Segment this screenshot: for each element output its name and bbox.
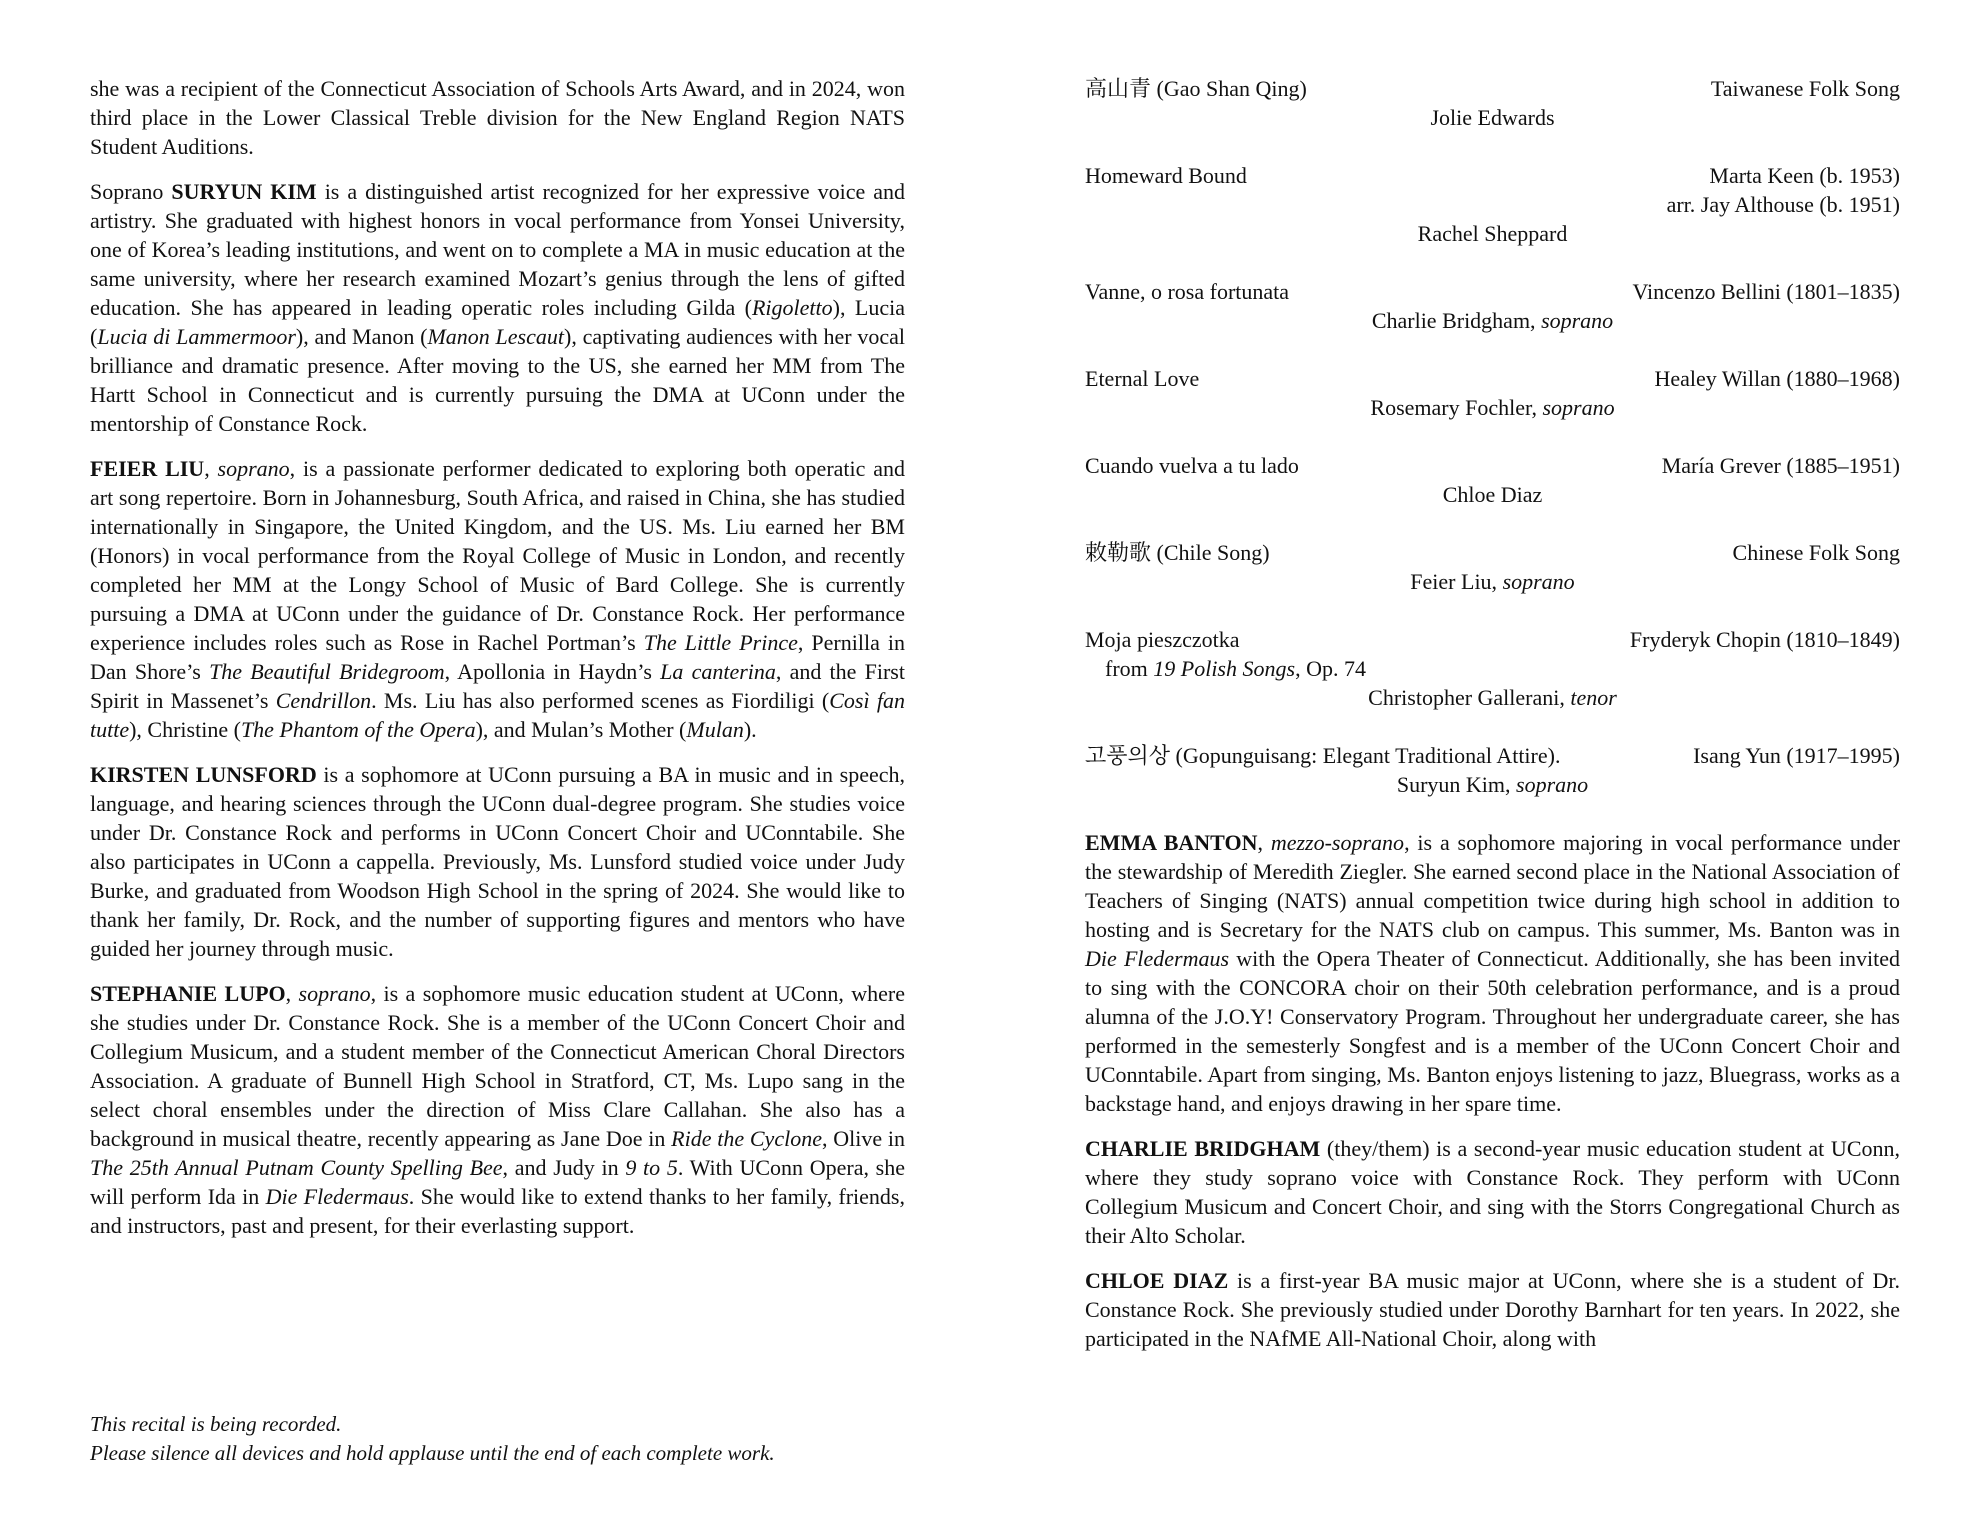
work-title: 9 to 5 [625,1155,678,1180]
bio-text: , is a sophomore majoring in vocal performance under the stewardship of Meredith Ziegler. She earned second place in the National Association of Teachers of Singing (NATS) annual competition twice during high school in addition to hosting and is Secretary for the NATS club on campus. This summer, Ms. Banton was in [1085,830,1901,942]
work-title: The Beautiful Bridegroom [209,659,445,684]
bio-text: , [1257,830,1271,855]
performer [1085,219,1900,248]
bio-text: with the Opera Theater of Connecticut. Additionally, she has been invited to sing with the CONCORA choir on their 50th celebration performance, and is a proud alumna of the J.O.Y! Conservatory Program. Throughout her undergraduate career, she has performed in the semesterly Songfest and is a member of the UConn Concert Choir and UConntabile. Apart from singing, Ms. Banton enjoys listening to jazz, Bluegrass, works as a backstage hand, and enjoys drawing in her spare time. [1085,946,1901,1116]
composer: Healey Willan (1880–1968) [1654,366,1900,391]
performer [1085,567,1900,596]
performer [1085,683,1900,712]
performer-name: Rachel Sheppard [1417,221,1568,246]
bio-text: , is a passionate performer dedicated to exploring both operatic and art song repertoire. Born in Johannesburg, South Africa, and raised in China, she has studied internationally in Singapore, the United Kingdom, and the US. Ms. Liu earned her BM (Honors) in vocal performance from the Royal College of Music in London, and recently completed her MM at the Longy School of Music of Bard College. She is currently pursuing a DMA at UConn under the guidance of Dr. Constance Rock. Her performance experience includes roles such as Rose in Rachel Portman’s [90,456,906,655]
bio-text: , [285,981,299,1006]
work-title: The Phantom of the Opera [240,717,476,742]
performer-name: Charlie Bridgham, [1371,308,1542,333]
repertoire-item [1085,625,1900,712]
bio-text: , and Judy in [502,1155,626,1180]
bio-feier-liu [90,454,905,744]
bio-emma-banton [1085,828,1900,1118]
bio-text: ), Christine ( [129,717,241,742]
bio-chloe-diaz [1085,1266,1900,1353]
bio-text: ), and Manon ( [295,324,428,349]
recording-notice [90,1410,775,1468]
piece-title: Cuando vuelva a tu lado [1085,453,1299,478]
voice-type: soprano [1516,772,1589,797]
bio-text: , Olive in [821,1126,905,1151]
source-work [1085,654,1900,683]
bio-continued: she was a recipient of the Connecticut Association of Schools Arts Award, and in 2024, won third place in the Lower Classical Treble division for the New England Region NATS Student Auditions. [90,76,905,159]
composer: Fryderyk Chopin (1810–1849) [1629,627,1900,652]
performer-name: Chloe Diaz [1442,482,1543,507]
performer-name: EMMA BANTON [1085,830,1258,855]
voice-type: soprano [1541,308,1614,333]
voice-type: soprano [1502,569,1575,594]
performer-name: SURYUN KIM [171,179,317,204]
performer [1085,480,1900,509]
bio-text: . Ms. Liu has also performed scenes as Fiordiligi ( [371,688,830,713]
performer-name: CHARLIE BRIDGHAM [1085,1136,1321,1161]
notice-line: This recital is being recorded. [90,1412,342,1436]
repertoire-item [1085,161,1900,248]
bio-text: . With UConn Opera, she will perform Ida in [90,1155,905,1209]
repertoire-item [1085,741,1900,799]
bio-text: , and the First Spirit in Massenet’s [90,659,905,713]
notice-line: Please silence all devices and hold applause until the end of each complete work. [90,1441,775,1465]
piece-title: Eternal Love [1085,366,1200,391]
repertoire-item [1085,74,1900,132]
performer-name: Suryun Kim, [1396,772,1517,797]
bio-text: ), and Mulan’s Mother ( [475,717,687,742]
bio-text: , [204,456,218,481]
performer-name: Jolie Edwards [1430,105,1555,130]
piece-title: Vanne, o rosa fortunata [1085,279,1290,304]
collection-title: 19 Polish Songs [1153,656,1296,681]
performer-name: Christopher Gallerani, [1368,685,1571,710]
bio-text: , Apollonia in Haydn’s [444,659,661,684]
bio-text: ). [743,717,757,742]
composer: Vincenzo Bellini (1801–1835) [1632,279,1900,304]
performer-name: FEIER LIU [90,456,205,481]
bio-text: ), Lucia ( [90,295,905,349]
work-title: La canterina [660,659,776,684]
repertoire-item [1085,451,1900,509]
piece-title: Homeward Bound [1085,163,1247,188]
performer [1085,770,1900,799]
arranger: arr. Jay Althouse (b. 1951) [1666,192,1900,217]
work-title: The 25th Annual Putnam County Spelling Bee [90,1155,503,1180]
work-title: Cendrillon [275,688,372,713]
voice-type: soprano [1542,395,1615,420]
performer [1085,103,1900,132]
bio-text: , is a sophomore music education student at UConn, where she studies under Dr. Constance Rock. She is a member of the UConn Concert Choir and Collegium Musicum, and a student member of the Connecticut American Choral Directors Association. A graduate of Bunnell High School in Stratford, CT, Ms. Lupo sang in the select choral ensembles under the direction of Miss Clare Callahan. She also has a background in musical theatre, recently appearing as Jane Doe in [90,981,905,1151]
work-title: Rigoletto [751,295,833,320]
performer-name: KIRSTEN LUNSFORD [90,762,317,787]
left-column [90,74,905,1256]
source-lead: from [1105,656,1154,681]
performer-name: Rosemary Fochler, [1370,395,1543,420]
performer-name: CHLOE DIAZ [1085,1268,1229,1293]
opus-number: , Op. 74 [1295,656,1366,681]
voice-type: soprano [217,456,290,481]
bio-text: ), captivating audiences with her vocal brilliance and dramatic presence. After moving to the US, she earned her MM from The Hartt School in Connecticut and is currently pursuing the DMA at UConn under the mentorship of Constance Rock. [90,324,906,436]
bio-stephanie-lupo [90,979,905,1240]
work-title: Così fan tutte [90,688,905,742]
composer: María Grever (1885–1951) [1661,453,1900,478]
bio-text: , Pernilla in Dan Shore’s [90,630,905,684]
work-title: Die Fledermaus [265,1184,409,1209]
work-title: Die Fledermaus [1085,946,1230,971]
performer [1085,306,1900,335]
bio-suryun-kim [90,177,905,438]
repertoire-item [1085,538,1900,596]
bio-text: . She would like to extend thanks to her family, friends, and instructors, past and present, for their everlasting support. [90,1184,905,1238]
piece-title: Moja pieszczotka [1085,627,1240,652]
voice-type: tenor [1570,685,1617,710]
performer-name: Feier Liu, [1410,569,1503,594]
performer-name: STEPHANIE LUPO [90,981,286,1006]
bio-text: is a first-year BA music major at UConn, where she is a student of Dr. Constance Rock. She previously studied under Dorothy Barnhart for ten years. In 2022, she participated in the NAfME All-National Choir, along with [1085,1268,1900,1351]
repertoire-item [1085,364,1900,422]
voice-type: soprano [298,981,371,1006]
performer [1085,393,1900,422]
work-title: The Little Prince [643,630,798,655]
composer: Chinese Folk Song [1732,540,1900,565]
composer: Isang Yun (1917–1995) [1693,743,1900,768]
composer: Taiwanese Folk Song [1710,76,1900,101]
right-column [1085,74,1900,1369]
bio-charlie-bridgham [1085,1134,1900,1250]
work-title: Ride the Cyclone [671,1126,822,1151]
piece-title: 敕勒歌 (Chile Song) [1085,540,1270,565]
bio-text: is a distinguished artist recognized for her expressive voice and artistry. She graduated with highest honors in vocal performance from Yonsei University, one of Korea’s leading institutions, and went on to complete a MA in music education at the same university, where her research examined Mozart’s genius through the lens of gifted education. She has appeared in leading operatic roles including Gilda ( [90,179,905,320]
voice-type: mezzo-soprano [1270,830,1405,855]
bio-text: Soprano [90,179,172,204]
bios-right [1085,828,1900,1353]
bio-text: is a sophomore at UConn pursuing a BA in music and in speech, language, and hearing sciences through the UConn dual-degree program. She studies voice under Dr. Constance Rock and performs in UConn Concert Choir and UConntabile. She also participates in UConn a cappella. Previously, Ms. Lunsford studied voice under Judy Burke, and graduated from Woodson High School in the spring of 2024. She would like to thank her family, Dr. Rock, and the number of supporting figures and mentors who have guided her journey through music. [90,762,906,961]
repertoire-item [1085,277,1900,335]
piece-title: 고풍의상 (Gopunguisang: Elegant Traditional Attire). [1085,743,1561,768]
bio-kirsten-lunsford [90,760,905,963]
bio-text: (they/them) is a second-year music education student at UConn, where they study soprano voice with Constance Rock. They perform with UConn Collegium Musicum and Concert Choir, and sing with the Storrs Congregational Church as their Alto Scholar. [1085,1136,1900,1248]
composer: Marta Keen (b. 1953) [1709,163,1900,188]
work-title: Mulan [686,717,744,742]
work-title: Manon Lescaut [427,324,564,349]
work-title: Lucia di Lammermoor [97,324,296,349]
piece-title: 高山青 (Gao Shan Qing) [1085,76,1307,101]
